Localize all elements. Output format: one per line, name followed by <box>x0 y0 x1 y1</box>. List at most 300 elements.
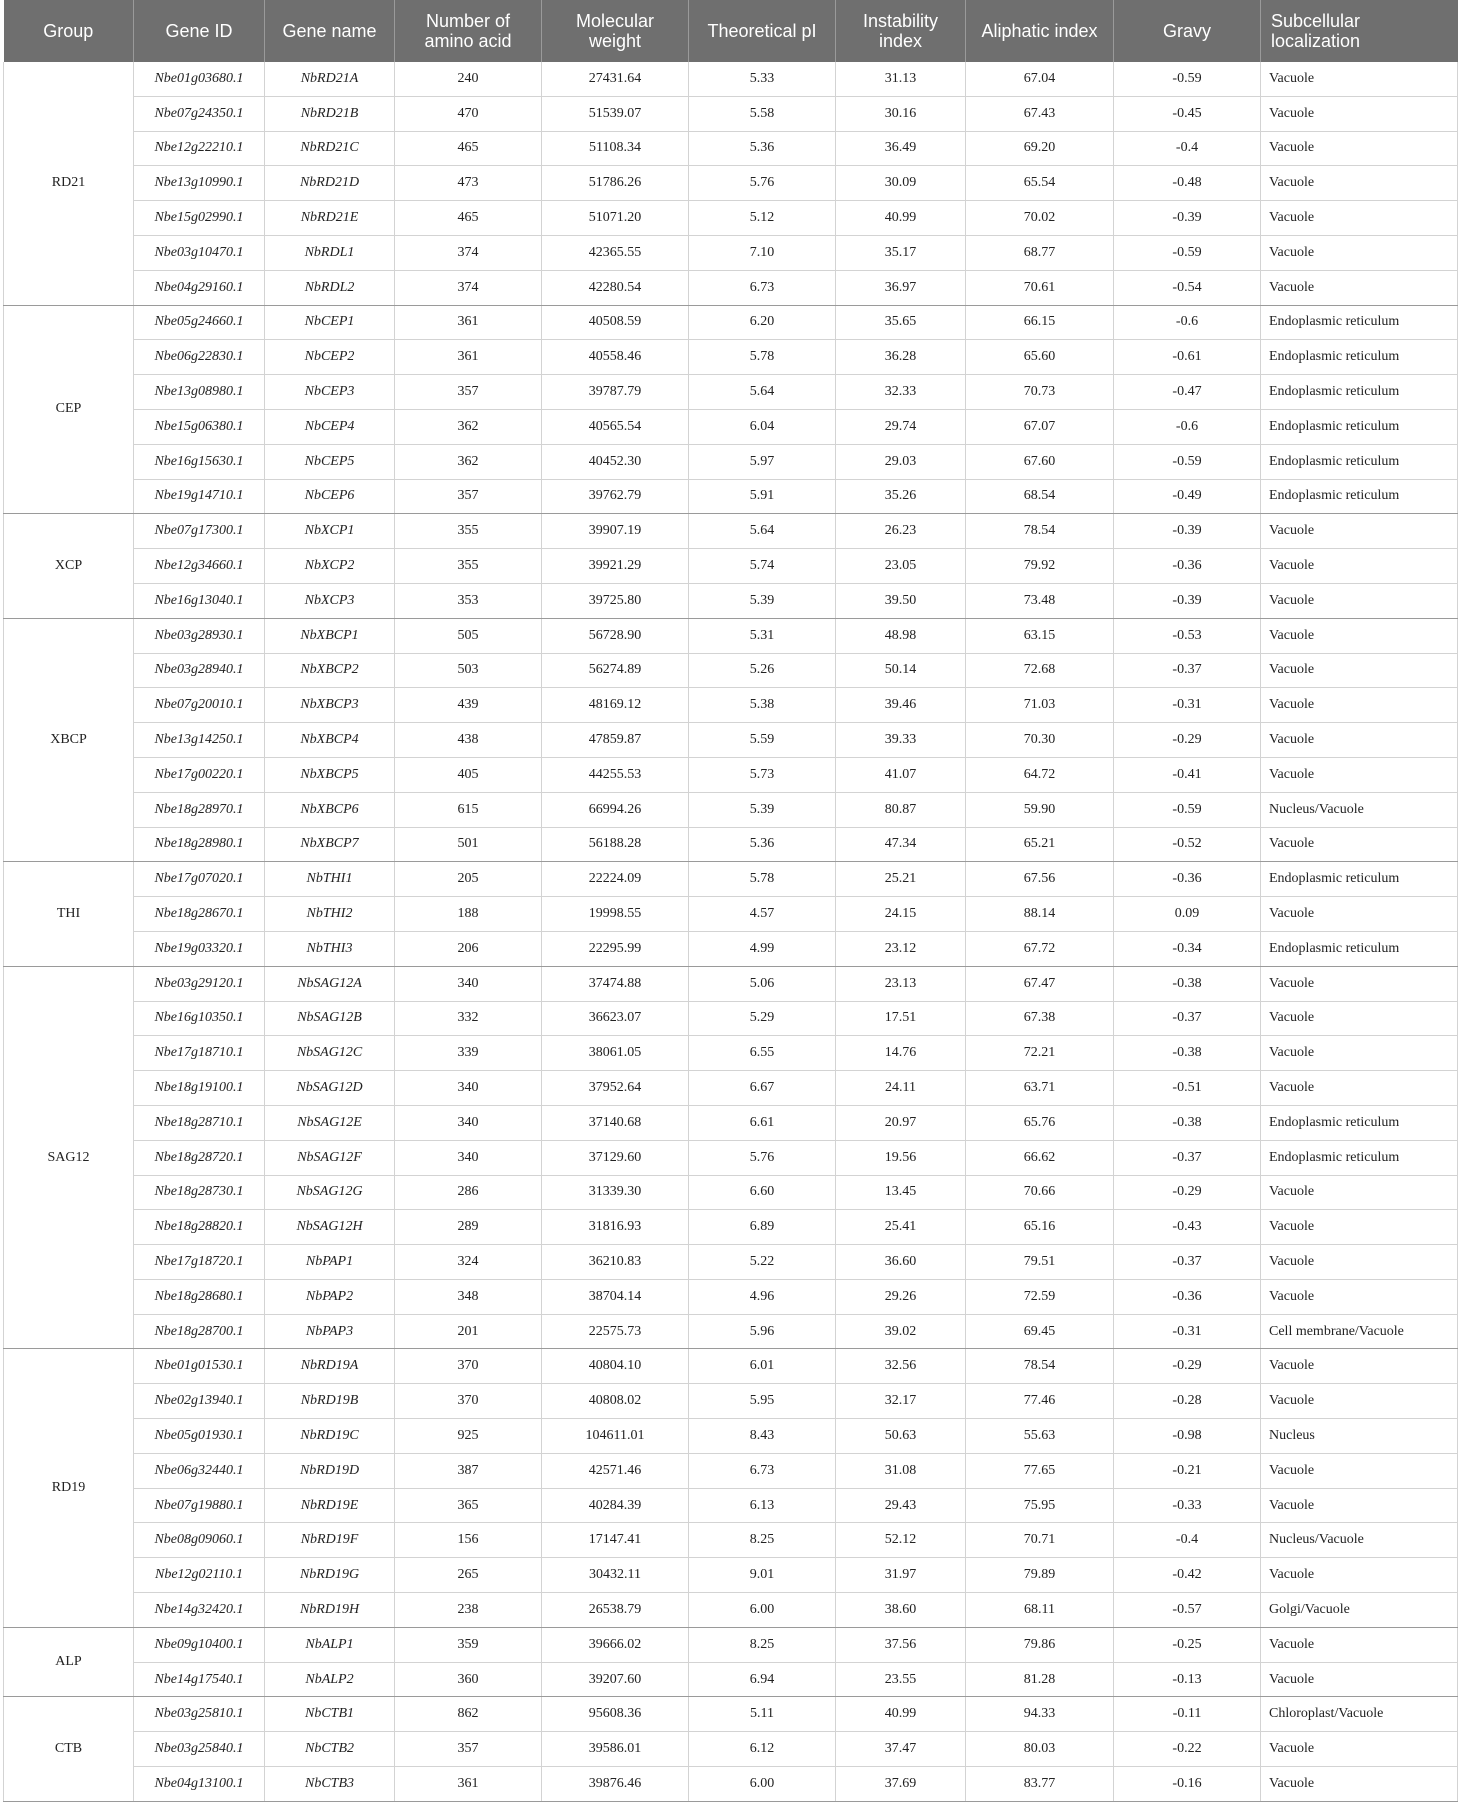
aliphatic-index-cell: 73.48 <box>966 583 1114 618</box>
amino-acid-count-cell: 355 <box>395 549 542 584</box>
theoretical-pi-cell: 6.61 <box>689 1105 836 1140</box>
gene-name-cell: NbCEP1 <box>265 305 395 340</box>
amino-acid-count-cell: 353 <box>395 583 542 618</box>
aliphatic-index-cell: 68.77 <box>966 235 1114 270</box>
table-row <box>4 305 1458 340</box>
subcellular-localization-cell: Vacuole <box>1261 1732 1458 1767</box>
molecular-weight-cell: 22224.09 <box>542 862 689 897</box>
table-row <box>4 444 1458 479</box>
subcellular-localization-cell: Vacuole <box>1261 1558 1458 1593</box>
gene-id-cell: Nbe17g18710.1 <box>134 1036 265 1071</box>
theoretical-pi-cell: 8.25 <box>689 1523 836 1558</box>
gravy-cell: -0.36 <box>1114 862 1261 897</box>
instability-index-cell: 39.33 <box>836 723 966 758</box>
table-row <box>4 1036 1458 1071</box>
theoretical-pi-cell: 5.74 <box>689 549 836 584</box>
gene-name-cell: NbCEP3 <box>265 375 395 410</box>
amino-acid-count-cell: 362 <box>395 444 542 479</box>
theoretical-pi-cell: 5.33 <box>689 62 836 96</box>
table-row <box>4 409 1458 444</box>
molecular-weight-cell: 40284.39 <box>542 1488 689 1523</box>
instability-index-cell: 50.14 <box>836 653 966 688</box>
molecular-weight-cell: 39907.19 <box>542 514 689 549</box>
aliphatic-index-cell: 94.33 <box>966 1697 1114 1732</box>
table-body <box>4 62 1458 1801</box>
gravy-cell: -0.22 <box>1114 1732 1261 1767</box>
gene-name-cell: NbRD19F <box>265 1523 395 1558</box>
molecular-weight-cell: 37129.60 <box>542 1140 689 1175</box>
gravy-cell: -0.6 <box>1114 305 1261 340</box>
subcellular-localization-cell: Endoplasmic reticulum <box>1261 1105 1458 1140</box>
amino-acid-count-cell: 361 <box>395 1767 542 1802</box>
aliphatic-index-cell: 68.11 <box>966 1593 1114 1628</box>
theoretical-pi-cell: 6.00 <box>689 1593 836 1628</box>
gravy-cell: -0.38 <box>1114 1036 1261 1071</box>
instability-index-cell: 40.99 <box>836 201 966 236</box>
instability-index-cell: 29.43 <box>836 1488 966 1523</box>
amino-acid-count-cell: 360 <box>395 1662 542 1697</box>
molecular-weight-cell: 40508.59 <box>542 305 689 340</box>
subcellular-localization-cell: Vacuole <box>1261 618 1458 653</box>
table-row <box>4 1593 1458 1628</box>
gravy-cell: -0.34 <box>1114 931 1261 966</box>
gene-name-cell: NbRD19D <box>265 1453 395 1488</box>
gene-name-cell: NbTHI1 <box>265 862 395 897</box>
subcellular-localization-cell: Vacuole <box>1261 1210 1458 1245</box>
instability-index-cell: 25.21 <box>836 862 966 897</box>
aliphatic-index-cell: 64.72 <box>966 757 1114 792</box>
instability-index-cell: 32.33 <box>836 375 966 410</box>
amino-acid-count-cell: 340 <box>395 1140 542 1175</box>
subcellular-localization-cell: Vacuole <box>1261 96 1458 131</box>
molecular-weight-cell: 19998.55 <box>542 897 689 932</box>
gravy-cell: -0.31 <box>1114 688 1261 723</box>
gene-name-cell: NbSAG12H <box>265 1210 395 1245</box>
molecular-weight-cell: 39876.46 <box>542 1767 689 1802</box>
molecular-weight-cell: 38061.05 <box>542 1036 689 1071</box>
gravy-cell: -0.29 <box>1114 1349 1261 1384</box>
gene-id-cell: Nbe18g28700.1 <box>134 1314 265 1349</box>
instability-index-cell: 30.16 <box>836 96 966 131</box>
amino-acid-count-cell: 340 <box>395 1105 542 1140</box>
gravy-cell: 0.09 <box>1114 897 1261 932</box>
aliphatic-index-cell: 79.89 <box>966 1558 1114 1593</box>
gene-name-cell: NbRD19E <box>265 1488 395 1523</box>
molecular-weight-cell: 26538.79 <box>542 1593 689 1628</box>
amino-acid-count-cell: 156 <box>395 1523 542 1558</box>
gravy-cell: -0.31 <box>1114 1314 1261 1349</box>
header-instability-index: Instability index <box>836 0 966 62</box>
gene-id-cell: Nbe08g09060.1 <box>134 1523 265 1558</box>
amino-acid-count-cell: 340 <box>395 1071 542 1106</box>
subcellular-localization-cell: Vacuole <box>1261 583 1458 618</box>
molecular-weight-cell: 48169.12 <box>542 688 689 723</box>
amino-acid-count-cell: 374 <box>395 270 542 305</box>
table-row <box>4 96 1458 131</box>
amino-acid-count-cell: 470 <box>395 96 542 131</box>
gene-id-cell: Nbe07g19880.1 <box>134 1488 265 1523</box>
theoretical-pi-cell: 5.26 <box>689 653 836 688</box>
gene-id-cell: Nbe12g02110.1 <box>134 1558 265 1593</box>
gravy-cell: -0.36 <box>1114 1279 1261 1314</box>
gravy-cell: -0.6 <box>1114 409 1261 444</box>
gravy-cell: -0.54 <box>1114 270 1261 305</box>
gene-id-cell: Nbe05g24660.1 <box>134 305 265 340</box>
gene-name-cell: NbXBCP1 <box>265 618 395 653</box>
subcellular-localization-cell: Vacuole <box>1261 1488 1458 1523</box>
gravy-cell: -0.13 <box>1114 1662 1261 1697</box>
gene-name-cell: NbPAP1 <box>265 1245 395 1280</box>
molecular-weight-cell: 39725.80 <box>542 583 689 618</box>
gene-name-cell: NbRD19A <box>265 1349 395 1384</box>
aliphatic-index-cell: 75.95 <box>966 1488 1114 1523</box>
molecular-weight-cell: 36210.83 <box>542 1245 689 1280</box>
molecular-weight-cell: 56188.28 <box>542 827 689 862</box>
aliphatic-index-cell: 70.71 <box>966 1523 1114 1558</box>
gene-name-cell: NbXCP3 <box>265 583 395 618</box>
gravy-cell: -0.59 <box>1114 444 1261 479</box>
molecular-weight-cell: 37952.64 <box>542 1071 689 1106</box>
aliphatic-index-cell: 65.60 <box>966 340 1114 375</box>
gene-name-cell: NbRD19H <box>265 1593 395 1628</box>
table-row <box>4 688 1458 723</box>
gene-id-cell: Nbe03g28940.1 <box>134 653 265 688</box>
instability-index-cell: 23.55 <box>836 1662 966 1697</box>
aliphatic-index-cell: 80.03 <box>966 1732 1114 1767</box>
gene-id-cell: Nbe16g15630.1 <box>134 444 265 479</box>
table-row <box>4 757 1458 792</box>
amino-acid-count-cell: 188 <box>395 897 542 932</box>
gene-id-cell: Nbe12g22210.1 <box>134 131 265 166</box>
gene-name-cell: NbXBCP5 <box>265 757 395 792</box>
table-row <box>4 1697 1458 1732</box>
gravy-cell: -0.59 <box>1114 62 1261 96</box>
theoretical-pi-cell: 8.43 <box>689 1419 836 1454</box>
amino-acid-count-cell: 370 <box>395 1349 542 1384</box>
instability-index-cell: 23.05 <box>836 549 966 584</box>
amino-acid-count-cell: 439 <box>395 688 542 723</box>
instability-index-cell: 35.26 <box>836 479 966 514</box>
molecular-weight-cell: 40808.02 <box>542 1384 689 1419</box>
subcellular-localization-cell: Nucleus/Vacuole <box>1261 792 1458 827</box>
aliphatic-index-cell: 77.46 <box>966 1384 1114 1419</box>
molecular-weight-cell: 37140.68 <box>542 1105 689 1140</box>
gene-name-cell: NbCTB3 <box>265 1767 395 1802</box>
gene-id-cell: Nbe18g28970.1 <box>134 792 265 827</box>
gene-id-cell: Nbe03g10470.1 <box>134 235 265 270</box>
subcellular-localization-cell: Vacuole <box>1261 201 1458 236</box>
aliphatic-index-cell: 67.38 <box>966 1001 1114 1036</box>
amino-acid-count-cell: 361 <box>395 305 542 340</box>
amino-acid-count-cell: 438 <box>395 723 542 758</box>
aliphatic-index-cell: 65.21 <box>966 827 1114 862</box>
table-row <box>4 1523 1458 1558</box>
aliphatic-index-cell: 67.47 <box>966 966 1114 1001</box>
gene-id-cell: Nbe07g24350.1 <box>134 96 265 131</box>
molecular-weight-cell: 42571.46 <box>542 1453 689 1488</box>
gene-name-cell: NbTHI2 <box>265 897 395 932</box>
subcellular-localization-cell: Vacuole <box>1261 1349 1458 1384</box>
amino-acid-count-cell: 205 <box>395 862 542 897</box>
molecular-weight-cell: 36623.07 <box>542 1001 689 1036</box>
aliphatic-index-cell: 69.45 <box>966 1314 1114 1349</box>
molecular-weight-cell: 22575.73 <box>542 1314 689 1349</box>
subcellular-localization-cell: Vacuole <box>1261 966 1458 1001</box>
instability-index-cell: 36.28 <box>836 340 966 375</box>
aliphatic-index-cell: 65.16 <box>966 1210 1114 1245</box>
gene-id-cell: Nbe02g13940.1 <box>134 1384 265 1419</box>
gravy-cell: -0.41 <box>1114 757 1261 792</box>
molecular-weight-cell: 30432.11 <box>542 1558 689 1593</box>
aliphatic-index-cell: 66.62 <box>966 1140 1114 1175</box>
instability-index-cell: 13.45 <box>836 1175 966 1210</box>
subcellular-localization-cell: Chloroplast/Vacuole <box>1261 1697 1458 1732</box>
header-subcellular-localization: Subcellular localization <box>1261 0 1458 62</box>
theoretical-pi-cell: 5.29 <box>689 1001 836 1036</box>
amino-acid-count-cell: 405 <box>395 757 542 792</box>
subcellular-localization-cell: Endoplasmic reticulum <box>1261 931 1458 966</box>
molecular-weight-cell: 42280.54 <box>542 270 689 305</box>
gene-id-cell: Nbe14g32420.1 <box>134 1593 265 1628</box>
subcellular-localization-cell: Vacuole <box>1261 827 1458 862</box>
group-cell: CEP <box>4 305 134 514</box>
header-gravy: Gravy <box>1114 0 1261 62</box>
gravy-cell: -0.37 <box>1114 1001 1261 1036</box>
aliphatic-index-cell: 72.21 <box>966 1036 1114 1071</box>
table-row <box>4 1627 1458 1662</box>
gravy-cell: -0.61 <box>1114 340 1261 375</box>
subcellular-localization-cell: Nucleus/Vacuole <box>1261 1523 1458 1558</box>
table-row <box>4 1349 1458 1384</box>
molecular-weight-cell: 38704.14 <box>542 1279 689 1314</box>
theoretical-pi-cell: 6.20 <box>689 305 836 340</box>
molecular-weight-cell: 40558.46 <box>542 340 689 375</box>
subcellular-localization-cell: Vacuole <box>1261 1767 1458 1802</box>
subcellular-localization-cell: Vacuole <box>1261 270 1458 305</box>
subcellular-localization-cell: Golgi/Vacuole <box>1261 1593 1458 1628</box>
instability-index-cell: 31.13 <box>836 62 966 96</box>
subcellular-localization-cell: Vacuole <box>1261 549 1458 584</box>
aliphatic-index-cell: 70.30 <box>966 723 1114 758</box>
theoretical-pi-cell: 4.99 <box>689 931 836 966</box>
molecular-weight-cell: 37474.88 <box>542 966 689 1001</box>
instability-index-cell: 36.60 <box>836 1245 966 1280</box>
table-row <box>4 653 1458 688</box>
theoretical-pi-cell: 5.11 <box>689 1697 836 1732</box>
gravy-cell: -0.52 <box>1114 827 1261 862</box>
amino-acid-count-cell: 503 <box>395 653 542 688</box>
molecular-weight-cell: 44255.53 <box>542 757 689 792</box>
amino-acid-count-cell: 357 <box>395 375 542 410</box>
amino-acid-count-cell: 465 <box>395 201 542 236</box>
theoretical-pi-cell: 6.13 <box>689 1488 836 1523</box>
gene-id-cell: Nbe03g28930.1 <box>134 618 265 653</box>
gene-name-cell: NbRD19B <box>265 1384 395 1419</box>
instability-index-cell: 32.56 <box>836 1349 966 1384</box>
gene-id-cell: Nbe14g17540.1 <box>134 1662 265 1697</box>
theoretical-pi-cell: 5.31 <box>689 618 836 653</box>
aliphatic-index-cell: 78.54 <box>966 1349 1114 1384</box>
molecular-weight-cell: 27431.64 <box>542 62 689 96</box>
theoretical-pi-cell: 6.00 <box>689 1767 836 1802</box>
instability-index-cell: 39.46 <box>836 688 966 723</box>
gravy-cell: -0.38 <box>1114 966 1261 1001</box>
table-row <box>4 1001 1458 1036</box>
instability-index-cell: 23.12 <box>836 931 966 966</box>
aliphatic-index-cell: 79.86 <box>966 1627 1114 1662</box>
header-amino-acid-count: Number of amino acid <box>395 0 542 62</box>
subcellular-localization-cell: Vacuole <box>1261 1245 1458 1280</box>
aliphatic-index-cell: 59.90 <box>966 792 1114 827</box>
aliphatic-index-cell: 77.65 <box>966 1453 1114 1488</box>
subcellular-localization-cell: Vacuole <box>1261 166 1458 201</box>
subcellular-localization-cell: Vacuole <box>1261 235 1458 270</box>
amino-acid-count-cell: 473 <box>395 166 542 201</box>
gene-name-cell: NbSAG12D <box>265 1071 395 1106</box>
gene-name-cell: NbCTB2 <box>265 1732 395 1767</box>
gene-id-cell: Nbe07g20010.1 <box>134 688 265 723</box>
aliphatic-index-cell: 67.07 <box>966 409 1114 444</box>
molecular-weight-cell: 31339.30 <box>542 1175 689 1210</box>
theoretical-pi-cell: 5.58 <box>689 96 836 131</box>
gravy-cell: -0.29 <box>1114 723 1261 758</box>
aliphatic-index-cell: 55.63 <box>966 1419 1114 1454</box>
gene-name-cell: NbXBCP6 <box>265 792 395 827</box>
gene-name-cell: NbCEP4 <box>265 409 395 444</box>
theoretical-pi-cell: 5.76 <box>689 166 836 201</box>
instability-index-cell: 35.65 <box>836 305 966 340</box>
gravy-cell: -0.36 <box>1114 549 1261 584</box>
theoretical-pi-cell: 8.25 <box>689 1627 836 1662</box>
amino-acid-count-cell: 862 <box>395 1697 542 1732</box>
subcellular-localization-cell: Vacuole <box>1261 1001 1458 1036</box>
instability-index-cell: 17.51 <box>836 1001 966 1036</box>
theoretical-pi-cell: 5.95 <box>689 1384 836 1419</box>
subcellular-localization-cell: Endoplasmic reticulum <box>1261 444 1458 479</box>
amino-acid-count-cell: 289 <box>395 1210 542 1245</box>
gene-name-cell: NbRDL2 <box>265 270 395 305</box>
amino-acid-count-cell: 240 <box>395 62 542 96</box>
header-row <box>4 0 1458 62</box>
molecular-weight-cell: 51539.07 <box>542 96 689 131</box>
gene-id-cell: Nbe18g28730.1 <box>134 1175 265 1210</box>
theoretical-pi-cell: 5.59 <box>689 723 836 758</box>
instability-index-cell: 37.56 <box>836 1627 966 1662</box>
instability-index-cell: 50.63 <box>836 1419 966 1454</box>
table-row <box>4 270 1458 305</box>
theoretical-pi-cell: 5.38 <box>689 688 836 723</box>
subcellular-localization-cell: Vacuole <box>1261 1453 1458 1488</box>
header-group: Group <box>4 0 134 62</box>
theoretical-pi-cell: 5.12 <box>689 201 836 236</box>
instability-index-cell: 37.69 <box>836 1767 966 1802</box>
gene-id-cell: Nbe18g28710.1 <box>134 1105 265 1140</box>
gene-name-cell: NbRD21A <box>265 62 395 96</box>
instability-index-cell: 24.15 <box>836 897 966 932</box>
aliphatic-index-cell: 70.73 <box>966 375 1114 410</box>
gene-name-cell: NbPAP2 <box>265 1279 395 1314</box>
gene-id-cell: Nbe18g28820.1 <box>134 1210 265 1245</box>
amino-acid-count-cell: 355 <box>395 514 542 549</box>
gene-id-cell: Nbe03g25810.1 <box>134 1697 265 1732</box>
gene-id-cell: Nbe01g01530.1 <box>134 1349 265 1384</box>
gene-name-cell: NbCEP6 <box>265 479 395 514</box>
subcellular-localization-cell: Endoplasmic reticulum <box>1261 862 1458 897</box>
gene-name-cell: NbRD21B <box>265 96 395 131</box>
aliphatic-index-cell: 67.43 <box>966 96 1114 131</box>
subcellular-localization-cell: Vacuole <box>1261 1175 1458 1210</box>
header-molecular-weight: Molecular weight <box>542 0 689 62</box>
subcellular-localization-cell: Endoplasmic reticulum <box>1261 479 1458 514</box>
gravy-cell: -0.37 <box>1114 1245 1261 1280</box>
amino-acid-count-cell: 362 <box>395 409 542 444</box>
instability-index-cell: 48.98 <box>836 618 966 653</box>
table-row <box>4 897 1458 932</box>
table-row <box>4 1662 1458 1697</box>
group-cell: SAG12 <box>4 966 134 1349</box>
molecular-weight-cell: 39586.01 <box>542 1732 689 1767</box>
theoretical-pi-cell: 7.10 <box>689 235 836 270</box>
table-row <box>4 931 1458 966</box>
amino-acid-count-cell: 201 <box>395 1314 542 1349</box>
subcellular-localization-cell: Vacuole <box>1261 1036 1458 1071</box>
amino-acid-count-cell: 365 <box>395 1488 542 1523</box>
gravy-cell: -0.39 <box>1114 514 1261 549</box>
molecular-weight-cell: 31816.93 <box>542 1210 689 1245</box>
subcellular-localization-cell: Endoplasmic reticulum <box>1261 1140 1458 1175</box>
group-cell: XBCP <box>4 618 134 862</box>
table-row <box>4 827 1458 862</box>
group-cell: THI <box>4 862 134 966</box>
table-row <box>4 1071 1458 1106</box>
table-row <box>4 1175 1458 1210</box>
aliphatic-index-cell: 65.76 <box>966 1105 1114 1140</box>
theoretical-pi-cell: 5.97 <box>689 444 836 479</box>
instability-index-cell: 38.60 <box>836 1593 966 1628</box>
instability-index-cell: 19.56 <box>836 1140 966 1175</box>
molecular-weight-cell: 95608.36 <box>542 1697 689 1732</box>
subcellular-localization-cell: Endoplasmic reticulum <box>1261 305 1458 340</box>
table-row <box>4 1105 1458 1140</box>
amino-acid-count-cell: 265 <box>395 1558 542 1593</box>
table-row <box>4 1314 1458 1349</box>
table-row <box>4 1140 1458 1175</box>
subcellular-localization-cell: Vacuole <box>1261 514 1458 549</box>
theoretical-pi-cell: 6.60 <box>689 1175 836 1210</box>
gravy-cell: -0.28 <box>1114 1384 1261 1419</box>
gene-id-cell: Nbe18g28980.1 <box>134 827 265 862</box>
theoretical-pi-cell: 5.78 <box>689 862 836 897</box>
gene-name-cell: NbPAP3 <box>265 1314 395 1349</box>
subcellular-localization-cell: Vacuole <box>1261 688 1458 723</box>
table-row <box>4 201 1458 236</box>
table-row <box>4 1279 1458 1314</box>
gene-name-cell: NbXBCP4 <box>265 723 395 758</box>
molecular-weight-cell: 42365.55 <box>542 235 689 270</box>
subcellular-localization-cell: Endoplasmic reticulum <box>1261 409 1458 444</box>
header-theoretical-pi: Theoretical pI <box>689 0 836 62</box>
instability-index-cell: 29.03 <box>836 444 966 479</box>
molecular-weight-cell: 56728.90 <box>542 618 689 653</box>
theoretical-pi-cell: 6.55 <box>689 1036 836 1071</box>
aliphatic-index-cell: 67.60 <box>966 444 1114 479</box>
aliphatic-index-cell: 68.54 <box>966 479 1114 514</box>
theoretical-pi-cell: 5.78 <box>689 340 836 375</box>
instability-index-cell: 14.76 <box>836 1036 966 1071</box>
amino-acid-count-cell: 615 <box>395 792 542 827</box>
instability-index-cell: 52.12 <box>836 1523 966 1558</box>
gene-name-cell: NbCEP5 <box>265 444 395 479</box>
